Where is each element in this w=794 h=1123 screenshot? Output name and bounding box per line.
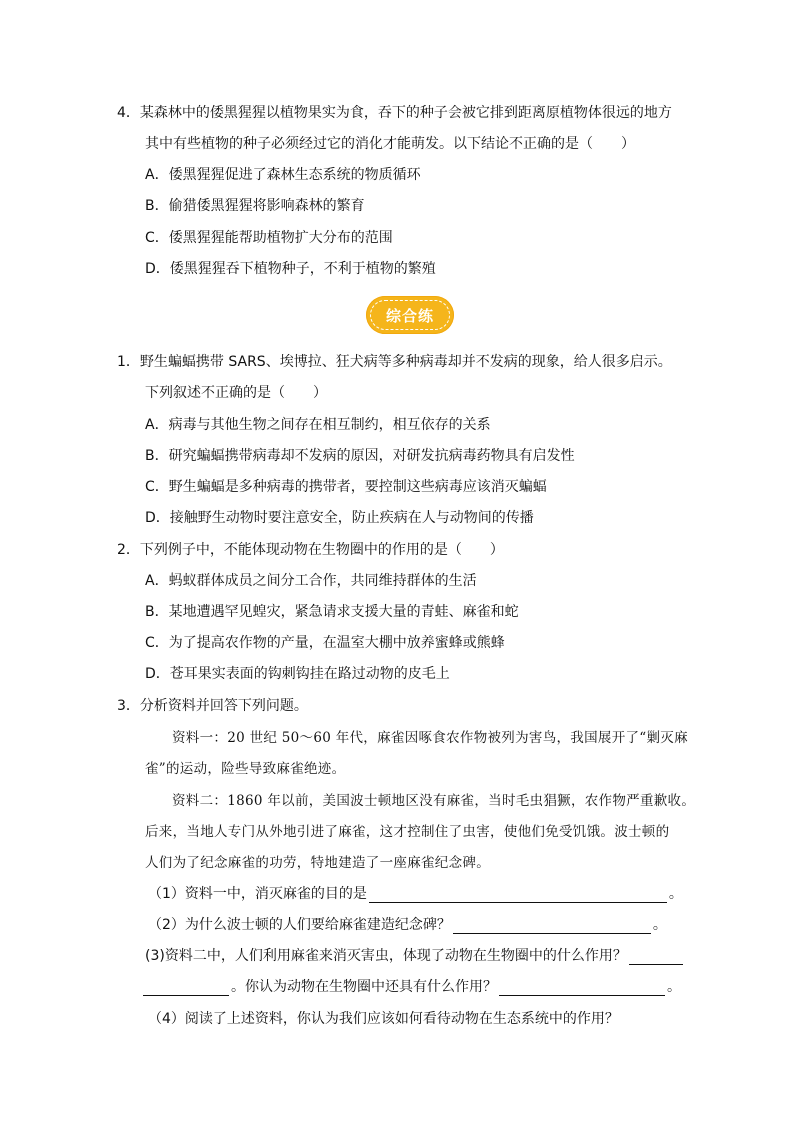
q4-stem-line2: 其中有些植物的种子必须经过它的消化才能萌发。以下结论不正确的是（ ） <box>145 136 635 152</box>
c2-option-b: B．某地遭遇罕见蝗灾，紧急请求支援大量的青蛙、麻雀和蛇 <box>145 604 519 620</box>
c3-sub3-text-a: (3)资料二中，人们利用麻雀来消灭害虫，体现了动物在生物圈中的什么作用？ <box>145 948 627 964</box>
c2-option-a: A．蚂蚁群体成员之间分工合作，共同维持群体的生活 <box>145 573 477 589</box>
c3-sub2-period: 。 <box>652 917 667 933</box>
q4-stem-line1: 4．某森林中的倭黑猩猩以植物果实为食，吞下的种子会被它排到距离原植物体很远的地方 <box>117 105 672 121</box>
c1-option-d: D．接触野生动物时要注意安全，防止疾病在人与动物间的传播 <box>145 510 534 526</box>
c3-sub3-period: 。 <box>667 979 681 995</box>
c3-material1-line1: 资料一：20 世纪 50～60 年代，麻雀因啄食农作物被列为害鸟，我国展开了“剿灭麻 <box>172 730 688 746</box>
c2-stem-line1: 2．下列例子中，不能体现动物在生物圈中的作用的是（ ） <box>117 542 504 558</box>
c3-sub3-line2 <box>143 978 681 996</box>
c3-sub1-answer-blank[interactable] <box>369 888 667 903</box>
q4-option-b: B．偷猎倭黑猩猩将影响森林的繁育 <box>145 198 365 214</box>
c3-material2-line1: 资料二：1860 年以前，美国波士顿地区没有麻雀，当时毛虫猖獗，农作物严重歉收。 <box>172 793 696 809</box>
c3-sub1-period: 。 <box>668 886 683 902</box>
q4-option-a: A．倭黑猩猩促进了森林生态系统的物质循环 <box>145 167 421 183</box>
c1-stem-line2: 下列叙述不正确的是（ ） <box>145 385 327 401</box>
c3-material2-line2: 后来，当地人专门从外地引进了麻雀，这才控制住了虫害，使他们免受饥饿。波士顿的 <box>145 824 670 840</box>
c3-sub3-text-b: 。你认为动物在生物圈中还具有什么作用？ <box>231 979 497 995</box>
section-badge-label: 综合练 <box>370 300 450 330</box>
c1-option-b: B．研究蝙蝠携带病毒却不发病的原因，对研发抗病毒药物具有启发性 <box>145 448 575 464</box>
c1-option-c: C．野生蝙蝠是多种病毒的携带者，要控制这些病毒应该消灭蝙蝠 <box>145 479 547 495</box>
c3-sub3-answer-blank-1a[interactable] <box>629 950 683 965</box>
c2-option-d: D．苍耳果实表面的钩刺钩挂在路过动物的皮毛上 <box>145 666 450 682</box>
c3-sub3-answer-blank-1b[interactable] <box>143 981 229 996</box>
q4-option-d: D．倭黑猩猩吞下植物种子，不利于植物的繁殖 <box>145 261 436 277</box>
q4-option-c: C．倭黑猩猩能帮助植物扩大分布的范围 <box>145 230 393 246</box>
section-badge <box>366 296 454 334</box>
c3-sub2-answer-blank[interactable] <box>453 919 651 934</box>
c3-sub3-answer-blank-2[interactable] <box>499 981 665 996</box>
c3-sub4: （4）阅读了上述资料，你认为我们应该如何看待动物在生态系统中的作用？ <box>148 1011 619 1027</box>
c3-stem-line1: 3．分析资料并回答下列问题。 <box>117 698 308 714</box>
c3-sub2-text: （2）为什么波士顿的人们要给麻雀建造纪念碑？ <box>148 917 451 933</box>
c3-sub1-text: （1）资料一中，消灭麻雀的目的是 <box>148 886 367 902</box>
c3-sub3-line1 <box>145 947 685 965</box>
c3-material1-line2: 雀”的运动，险些导致麻雀绝迹。 <box>145 761 346 777</box>
c3-sub2 <box>148 916 667 934</box>
c2-option-c: C．为了提高农作物的产量，在温室大棚中放养蜜蜂或熊蜂 <box>145 635 505 651</box>
c3-material2-line3: 人们为了纪念麻雀的功劳，特地建造了一座麻雀纪念碑。 <box>145 855 490 871</box>
c3-sub1 <box>148 885 683 903</box>
c1-stem-line1: 1．野生蝙蝠携带 SARS、埃博拉、狂犬病等多种病毒却并不发病的现象，给人很多启示。 <box>117 354 672 370</box>
c1-option-a: A．病毒与其他生物之间存在相互制约，相互依存的关系 <box>145 417 491 433</box>
